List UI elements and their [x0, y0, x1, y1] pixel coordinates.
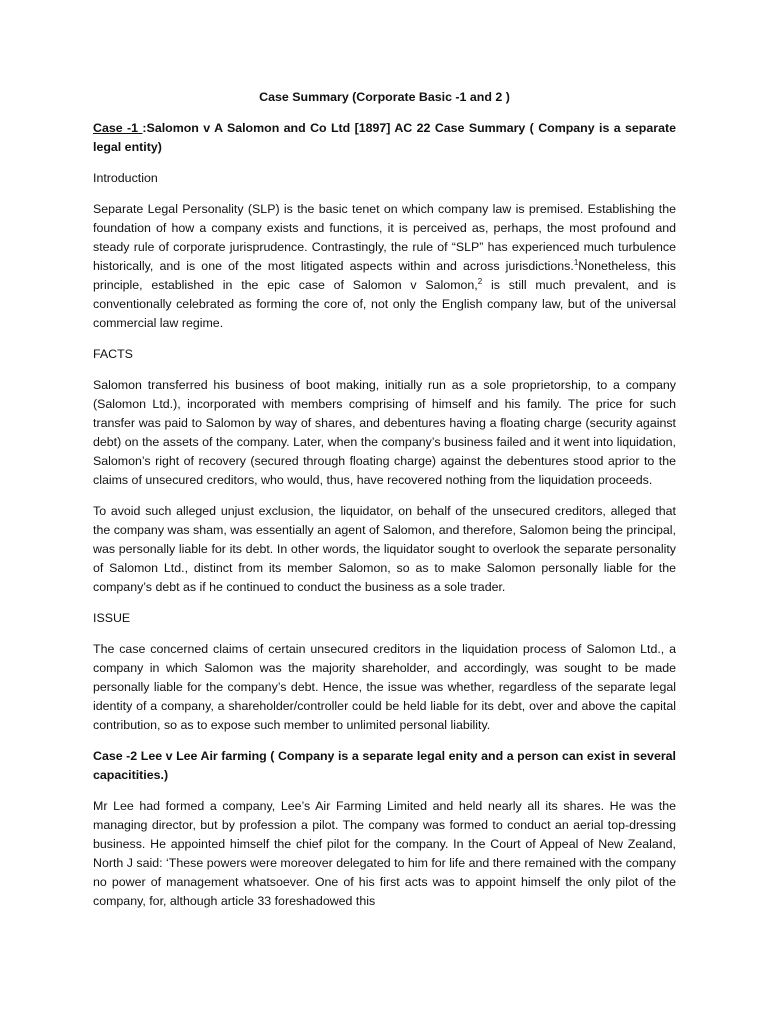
case2-heading: Case -2 Lee v Lee Air farming ( Company is a separate legal enity and a person can exist in several capacitities.) — [93, 749, 676, 782]
facts-paragraph-1: Salomon transferred his business of boot making, initially run as a sole proprietorship, to a company (Salomon Ltd.), incorporated with members comprising of himself and his family. The price for such transfer was paid to Salomon by way of shares, and debentures having a floating charge (security against debt) on the assets of the company. Later, when the company’s business failed and it went into liquidation, Salomon’s right of recovery (secured through floating charge) against the debentures stood aprior to the claims of unsecured creditors, who would, thus, have recovered nothing from the liquidation proceeds. — [93, 378, 676, 487]
issue-heading: ISSUE — [93, 611, 131, 625]
footnote-ref-1: 1 — [573, 257, 579, 267]
issue-paragraph: The case concerned claims of certain unsecured creditors in the liquidation process of Salomon Ltd., a company in which Salomon was the majority shareholder, and accordingly, was sought to be made personally liable for the company’s debt. Hence, the issue was whether, regardless of the separate legal identity of a company, a shareholder/controller could be held liable for its debt, over and above the capital contribution, so as to expose such member to unlimited personal liability. — [93, 642, 676, 732]
intro-text-3: is still much prevalent, and is conventionally celebrated as forming the core of, not only the English company law, but of the universal commercial law regime. — [93, 278, 676, 330]
case1-heading-text: :Salomon v A Salomon and Co Ltd [1897] AC 22 Case Summary ( Company is a separate legal entity) — [93, 121, 677, 154]
case1-label: Case -1 — [93, 121, 143, 135]
intro-text-1: Separate Legal Personality (SLP) is the basic tenet on which company law is premised. Establishing the foundation of how a company exists and functions, it is perceived as, perhaps, the most profound and steady rule of corporate jurisprudence. Contrastingly, the rule of “SLP” has experienced much turbulence historically, and is one of the most litigated aspects within and across jurisdictions. — [93, 202, 676, 273]
introduction-paragraph — [93, 200, 676, 333]
case2-paragraph: Mr Lee had formed a company, Lee’s Air Farming Limited and held nearly all its shares. He was the managing director, but by profession a pilot. The company was formed to conduct an aerial top-dressing business. He appointed himself the chief pilot for the company. In the Court of Appeal of New Zealand, North J said: ‘These powers were moreover delegated to him for life and there remained with the company no power of management whatsoever. One of his first acts was to appoint himself the only pilot of the company, for, although article 33 foreshadowed this — [93, 799, 676, 908]
footnote-ref-2: 2 — [477, 276, 483, 286]
intro-text-2: Nonetheless, this principle, established in the epic case of Salomon v Salomon, — [93, 259, 676, 292]
facts-paragraph-2: To avoid such alleged unjust exclusion, the liquidator, on behalf of the unsecured creditors, alleged that the company was sham, was essentially an agent of Salomon, and therefore, Salomon being the principal, was personally liable for its debt. In other words, the liquidator sought to overlook the separate personality of Salomon Ltd., distinct from its member Salomon, so as to make Salomon personally liable for the company’s debt as if he continued to conduct the business as a sole trader. — [93, 504, 676, 594]
document-body — [93, 88, 676, 911]
case1-heading — [93, 119, 676, 157]
document-title: Case Summary (Corporate Basic -1 and 2 ) — [259, 90, 510, 104]
introduction-heading: Introduction — [93, 171, 158, 185]
facts-heading: FACTS — [93, 347, 133, 361]
